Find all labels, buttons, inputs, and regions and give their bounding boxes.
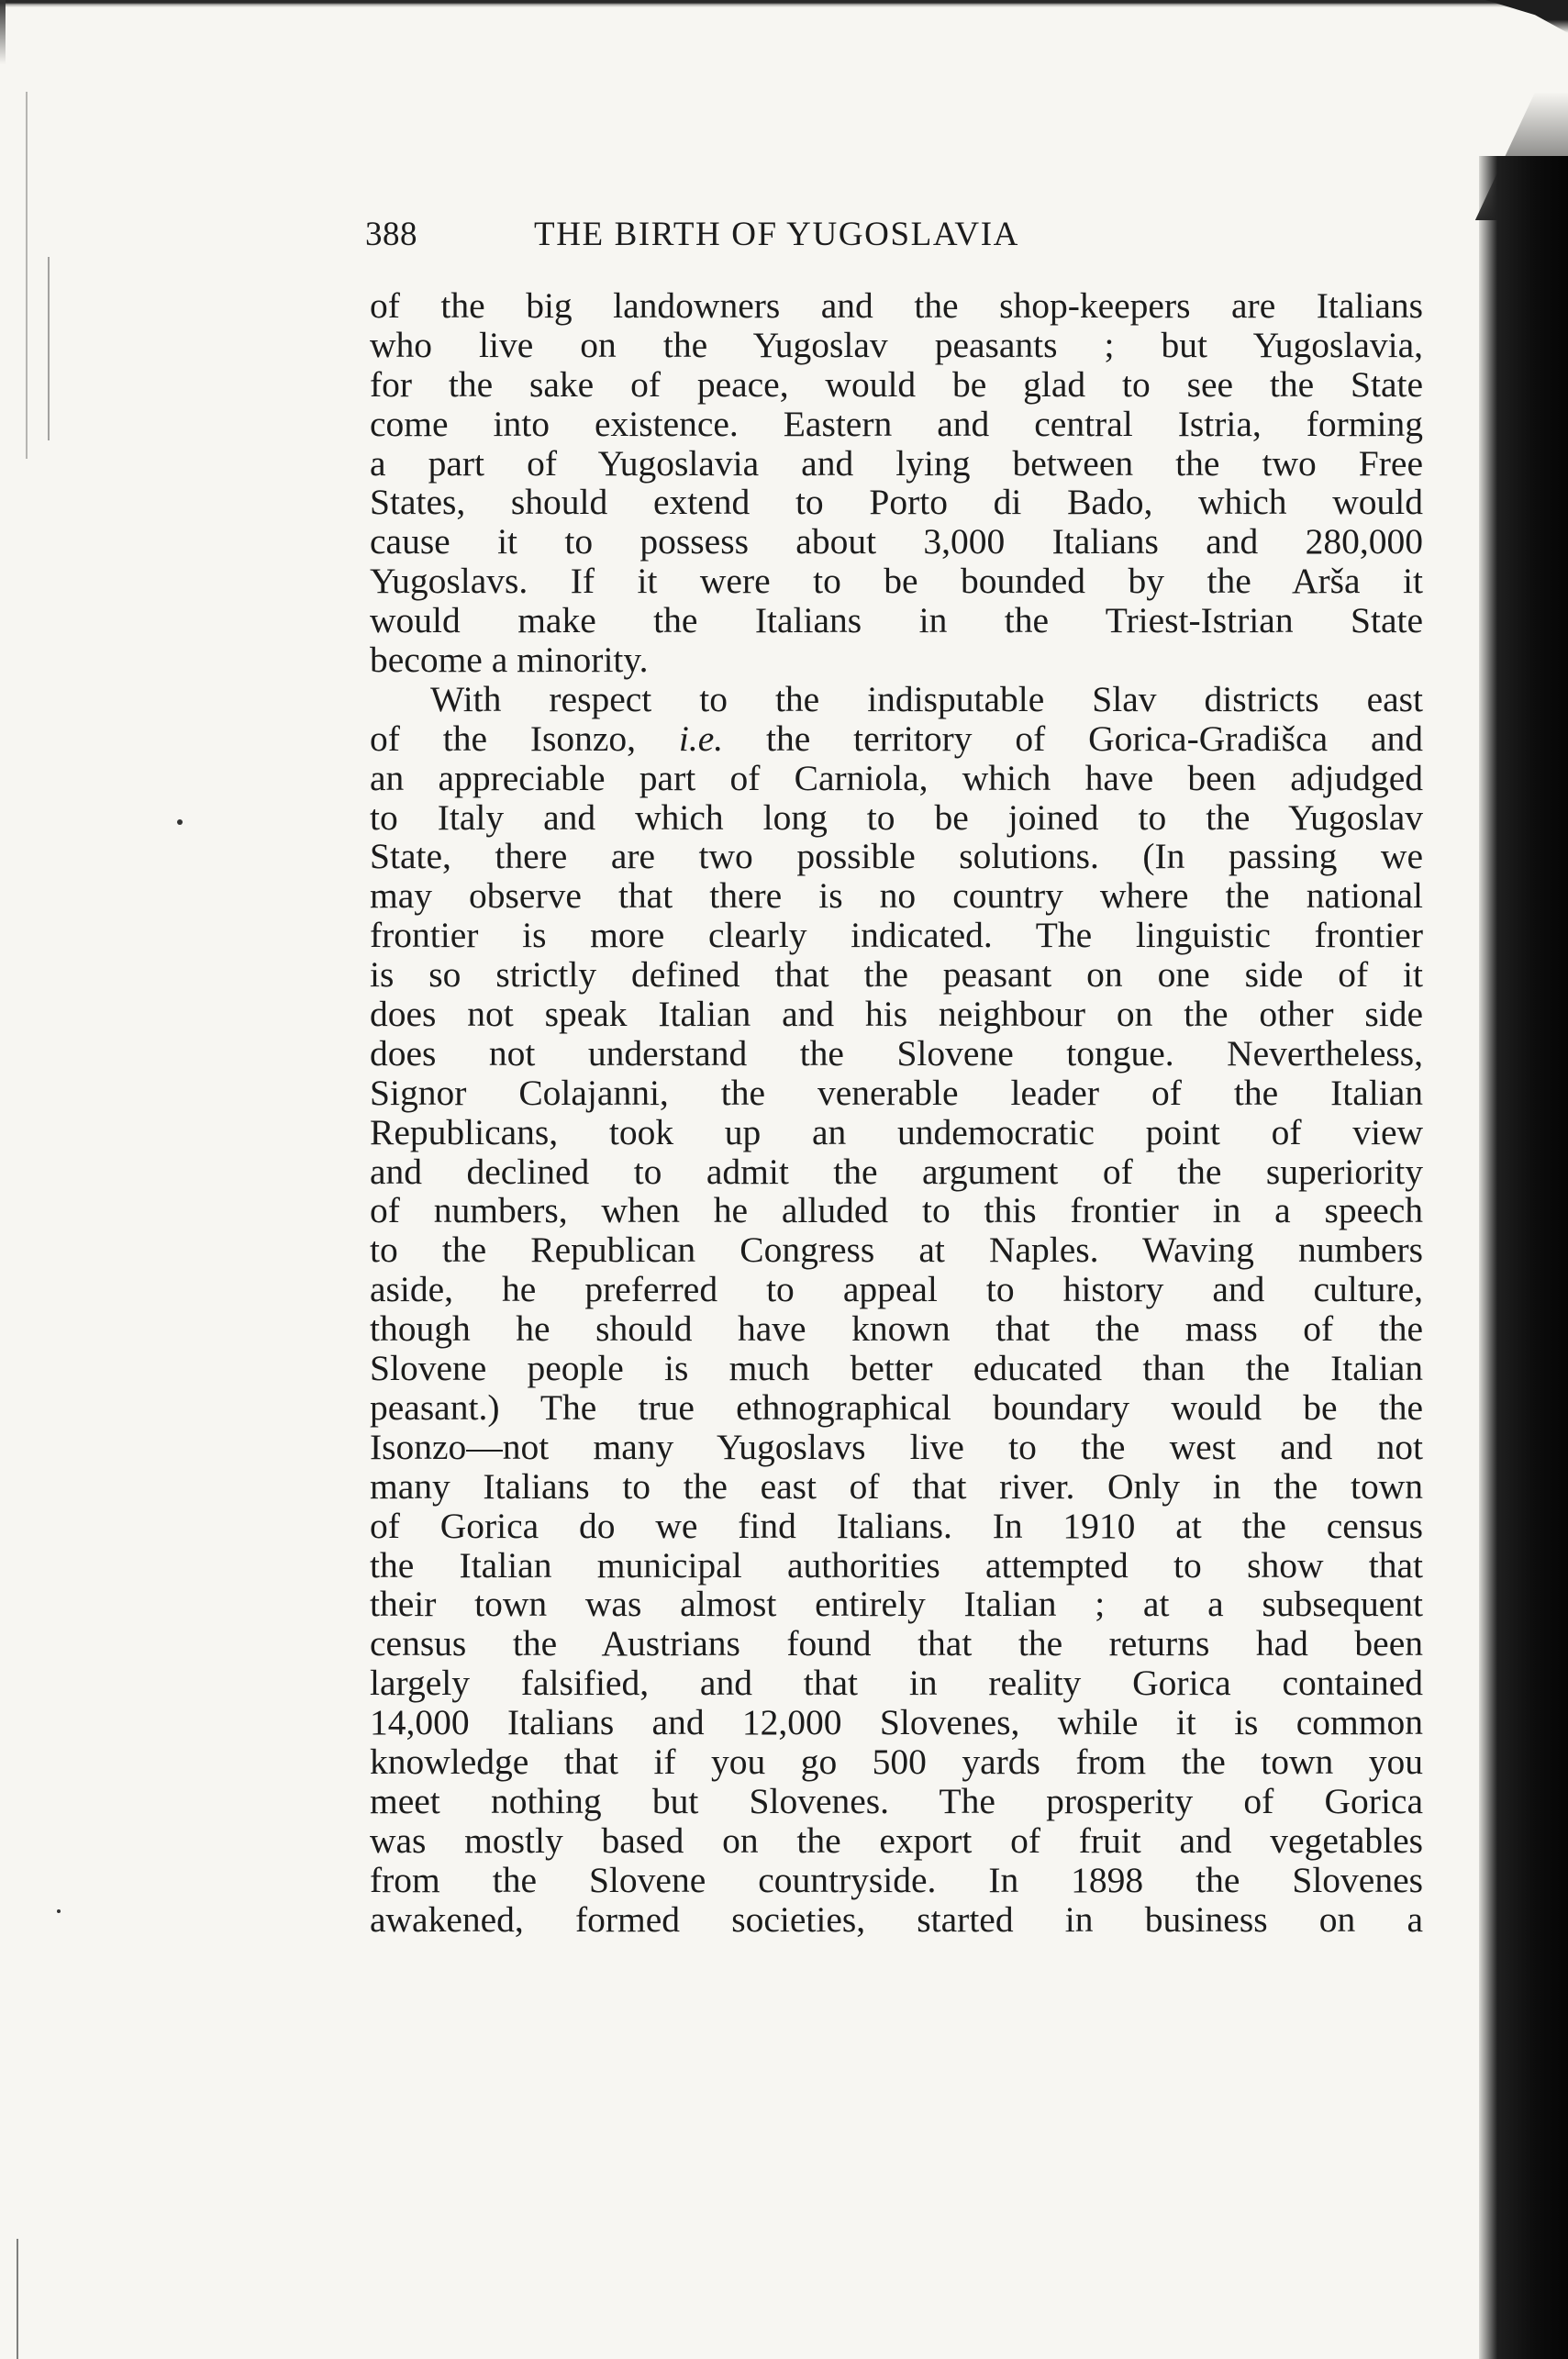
text-line: of the big landowners and the shop-keepers are Italians: [370, 285, 1423, 326]
text-line: the Italian municipal authorities attempted to show that: [370, 1544, 1423, 1586]
text-line: many Italians to the east of that river. Only in the town: [370, 1465, 1423, 1507]
text-line: largely falsified, and that in reality Gorica contained: [370, 1663, 1423, 1704]
text-line: peasant.) The true ethnographical boundary would be the: [370, 1386, 1423, 1428]
text-line: for the sake of peace, would be glad to see the State: [370, 363, 1423, 405]
text-line: become a minority.: [370, 640, 649, 681]
text-line: Isonzo—not many Yugoslavs live to the west and not: [370, 1426, 1423, 1467]
text-line: from the Slovene countryside. In 1898 the Slovenes: [370, 1859, 1423, 1900]
text-line: With respect to the indisputable Slav districts east: [430, 678, 1423, 719]
scan-top-edge: [0, 0, 1568, 7]
text-line: who live on the Yugoslav peasants ; but Yugoslavia,: [370, 324, 1423, 365]
text-line: to the Republican Congress at Naples. Waving numbers: [370, 1230, 1423, 1271]
running-title: THE BIRTH OF YUGOSLAVIA: [534, 216, 1019, 253]
text-line: Signor Colajanni, the venerable leader of the Italian: [370, 1072, 1423, 1113]
italic-abbreviation: i.e.: [678, 718, 724, 759]
scan-margin-mark: [48, 257, 59, 440]
text-line: is so strictly defined that the peasant on one side of it: [370, 954, 1423, 996]
text-line: Slovene people is much better educated than the Italian: [370, 1348, 1423, 1389]
text-line: knowledge that if you go 500 yards from the town you: [370, 1741, 1423, 1782]
text-fragment: the territory of Gorica-Gradišca and: [723, 718, 1423, 759]
text-line: Republicans, took up an undemocratic point of view: [370, 1111, 1423, 1152]
text-line: and declined to admit the argument of the superiority: [370, 1151, 1423, 1192]
page-number: 388: [365, 216, 417, 253]
text-line: of numbers, when he alluded to this frontier in a speech: [370, 1190, 1423, 1231]
text-line: their town was almost entirely Italian ; at a subsequent: [370, 1584, 1423, 1625]
text-line: may observe that there is no country where the national: [370, 875, 1423, 917]
text-line: come into existence. Eastern and central Istria, forming: [370, 403, 1423, 444]
running-header: [365, 215, 1448, 270]
text-line: aside, he preferred to appeal to history and culture,: [370, 1269, 1423, 1310]
text-line: does not understand the Slovene tongue. Nevertheless,: [370, 1032, 1423, 1074]
text-line: [370, 719, 1423, 759]
scan-margin-mark: [17, 2239, 24, 2359]
text-line: States, should extend to Porto di Bado, which would: [370, 482, 1423, 523]
text-line: frontier is more clearly indicated. The linguistic frontier: [370, 915, 1423, 956]
text-line: a part of Yugoslavia and lying between the two Free: [370, 442, 1423, 484]
text-line: does not speak Italian and his neighbour on the other side: [370, 994, 1423, 1035]
text-line: though he should have known that the mass of the: [370, 1308, 1423, 1350]
text-line: census the Austrians found that the returns had been: [370, 1623, 1423, 1664]
text-line: an appreciable part of Carniola, which have been adjudged: [370, 757, 1423, 798]
text-line: meet nothing but Slovenes. The prosperity of Gorica: [370, 1780, 1423, 1821]
text-line: Yugoslavs. If it were to be bounded by the Arša it: [370, 561, 1423, 602]
text-line: cause it to possess about 3,000 Italians and 280,000: [370, 521, 1423, 562]
text-line: awakened, formed societies, started in business on a: [370, 1898, 1423, 1940]
text-line: of Gorica do we find Italians. In 1910 at the census: [370, 1505, 1423, 1546]
body-text: [370, 286, 1423, 1939]
text-fragment: of the Isonzo,: [370, 718, 679, 759]
text-line: State, there are two possible solutions. (In passing we: [370, 836, 1423, 877]
scan-gutter-shadow: [1479, 156, 1568, 2359]
text-line: 14,000 Italians and 12,000 Slovenes, while it is common: [370, 1702, 1423, 1743]
scan-speck: [177, 819, 183, 825]
scan-speck: [57, 1909, 61, 1913]
scan-corner-shadow-left: [0, 0, 6, 64]
text-line: was mostly based on the export of fruit and vegetables: [370, 1819, 1423, 1861]
text-line: to Italy and which long to be joined to the Yugoslav: [370, 796, 1423, 838]
text-line: would make the Italians in the Triest-Istrian State: [370, 600, 1423, 641]
